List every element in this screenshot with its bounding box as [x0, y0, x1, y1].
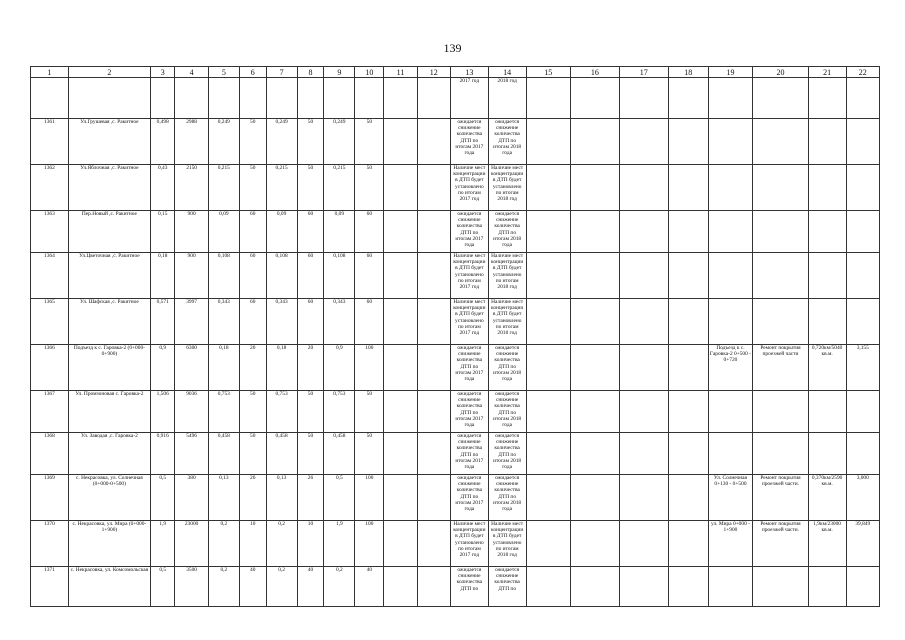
cell-col-6: 60: [239, 299, 266, 345]
cell-col-5: 0,215: [208, 165, 239, 211]
column-header-20: 20: [753, 67, 809, 78]
cell-col-6: 40: [239, 567, 266, 607]
cell-col-8: 60: [297, 299, 324, 345]
empty-cell: [570, 119, 619, 165]
table-row: [31, 475, 880, 521]
cell-col-8: 40: [297, 567, 324, 607]
cell-col-14: ожидается снижение количества ДТП по итогам 2018 года: [488, 211, 526, 253]
cell-col-6: 26: [239, 475, 266, 521]
cell-col-4: 2988: [175, 119, 208, 165]
empty-cell: [668, 521, 708, 567]
cell-col-10: 40: [355, 567, 384, 607]
empty-cell: [619, 345, 668, 391]
cell-col-6: 50: [239, 391, 266, 433]
cell-col-13: Наличие мест концентрации в ДТП будет установлено по итогам 2017 год: [450, 253, 488, 299]
cell-col-8: 26: [297, 475, 324, 521]
column-header-12: 12: [417, 67, 450, 78]
cell-col-2: Подъезд к с. Гаровка-2 (0+000-0+900): [68, 345, 150, 391]
empty-cell: [619, 165, 668, 211]
cell-col-14: Наличие мест концентрации в ДТП будет установлено по итогам 2018 год: [488, 253, 526, 299]
empty-cell: [570, 567, 619, 607]
cell-col-5: 0,13: [208, 475, 239, 521]
column-header-22: 22: [846, 67, 879, 78]
cell-col-9: 0,5: [324, 475, 355, 521]
cell-col-7: 0,753: [266, 391, 297, 433]
cell-col-22: [846, 433, 879, 475]
cell-col-5: 0,2: [208, 521, 239, 567]
subheader-2018: 2018 год: [488, 78, 526, 119]
cell-col-3: 0,498: [151, 119, 175, 165]
cell-col-1: 1369: [31, 475, 69, 521]
cell-col-8: 60: [297, 253, 324, 299]
cell-col-13: ожидается снижение количества ДТП по итогам 2017 года: [450, 211, 488, 253]
cell-col-4: 900: [175, 211, 208, 253]
empty-cell: [384, 475, 417, 521]
empty-cell: [384, 521, 417, 567]
cell-col-10: 50: [355, 165, 384, 211]
cell-col-9: 0,2: [324, 567, 355, 607]
cell-col-4: 380: [175, 475, 208, 521]
empty-cell: [526, 253, 570, 299]
cell-col-1: 1363: [31, 211, 69, 253]
cell-col-22: [846, 211, 879, 253]
cell-col-21: [808, 299, 846, 345]
cell-col-14: Наличие мест концентрации в ДТП будет установлено по итогам 2018 год: [488, 299, 526, 345]
empty-cell: [526, 475, 570, 521]
empty-cell: [417, 567, 450, 607]
cell-col-9: 0,9: [324, 345, 355, 391]
cell-col-4: 5496: [175, 433, 208, 475]
cell-col-20: Ремонт покрытия проезжей части.: [753, 475, 809, 521]
cell-col-21: [808, 433, 846, 475]
empty-cell: [384, 299, 417, 345]
cell-col-20: Ремонт покрытия проезжей части: [753, 345, 809, 391]
cell-col-9: 0,458: [324, 433, 355, 475]
cell-col-14: ожидается снижение количества ДТП по итогам 2018 года: [488, 433, 526, 475]
cell-col-6: 50: [239, 165, 266, 211]
cell-col-5: 0,2: [208, 567, 239, 607]
cell-col-19: [708, 253, 752, 299]
cell-col-13: Наличие мест концентрации в ДТП будет установлено по итогам 2017 год: [450, 165, 488, 211]
page-number: 139: [443, 41, 462, 55]
cell-col-8: 50: [297, 165, 324, 211]
empty-cell: [668, 345, 708, 391]
empty-cell: [619, 119, 668, 165]
cell-col-10: 100: [355, 345, 384, 391]
empty-cell: [570, 475, 619, 521]
cell-col-5: 0,753: [208, 391, 239, 433]
empty-cell: [570, 521, 619, 567]
empty-cell: [619, 253, 668, 299]
cell-col-13: ожидается снижение количества ДТП по итогам 2017 года: [450, 391, 488, 433]
cell-col-21: [808, 391, 846, 433]
cell-col-3: 0,5: [151, 567, 175, 607]
cell-col-2: Ул. Заводая ,с. Гаровка-2: [68, 433, 150, 475]
cell-col-14: ожидается снижение количества ДТП по итогам 2018 года: [488, 119, 526, 165]
cell-col-20: [753, 211, 809, 253]
cell-col-8: 60: [297, 211, 324, 253]
empty-cell: [417, 119, 450, 165]
empty-cell: [384, 391, 417, 433]
subheader-2017: 2017 год: [450, 78, 488, 119]
cell-col-8: 10: [297, 521, 324, 567]
cell-col-4: 900: [175, 253, 208, 299]
empty-cell: [619, 211, 668, 253]
table-row: [31, 211, 880, 253]
cell-col-22: [846, 119, 879, 165]
column-header-16: 16: [570, 67, 619, 78]
empty-cell: [619, 299, 668, 345]
empty-cell: [384, 165, 417, 211]
empty-cell: [570, 211, 619, 253]
empty-cell: [417, 433, 450, 475]
cell-col-14: ожидается снижение количества ДТП по итогам 2018 года: [488, 475, 526, 521]
cell-col-4: 23000: [175, 521, 208, 567]
cell-col-4: 2150: [175, 165, 208, 211]
cell-col-7: 0,215: [266, 165, 297, 211]
empty-cell: [384, 345, 417, 391]
table-row: [31, 433, 880, 475]
cell-col-6: 50: [239, 433, 266, 475]
cell-col-10: 50: [355, 119, 384, 165]
column-header-15: 15: [526, 67, 570, 78]
cell-col-14: Наличие мест концентрации в ДТП будет установлено по итогам 2018 год: [488, 521, 526, 567]
cell-col-19: Ул. Солнечная 0+130 - 0+500: [708, 475, 752, 521]
cell-col-10: 60: [355, 211, 384, 253]
column-header-11: 11: [384, 67, 417, 78]
cell-col-9: 0,249: [324, 119, 355, 165]
cell-col-8: 20: [297, 345, 324, 391]
cell-col-20: [753, 433, 809, 475]
cell-col-1: 1368: [31, 433, 69, 475]
empty-cell: [668, 165, 708, 211]
column-header-14: 14: [488, 67, 526, 78]
cell-col-7: 0,249: [266, 119, 297, 165]
empty-cell: [668, 567, 708, 607]
table-body: [31, 78, 880, 607]
cell-col-9: 0,753: [324, 391, 355, 433]
table-row: [31, 391, 880, 433]
cell-col-2: Ул.Грушевая ,с. Ракитное: [68, 119, 150, 165]
empty-cell: [668, 475, 708, 521]
cell-col-22: 3,155: [846, 345, 879, 391]
cell-col-2: с. Некрасовка, ул. Комсомольская: [68, 567, 150, 607]
empty-cell: [417, 521, 450, 567]
cell-col-7: 0,343: [266, 299, 297, 345]
column-header-19: 19: [708, 67, 752, 78]
cell-col-21: 1,9км/23000 кв.м.: [808, 521, 846, 567]
cell-col-19: [708, 391, 752, 433]
cell-col-3: 1,506: [151, 391, 175, 433]
cell-col-4: 9036: [175, 391, 208, 433]
cell-col-7: 0,108: [266, 253, 297, 299]
empty-cell: [619, 521, 668, 567]
empty-cell: [526, 119, 570, 165]
cell-col-6: 20: [239, 345, 266, 391]
cell-col-1: 1371: [31, 567, 69, 607]
cell-col-13: Наличие мест концентрации в ДТП будет установлено по итогам 2017 год: [450, 521, 488, 567]
cell-col-20: [753, 299, 809, 345]
cell-col-8: 50: [297, 391, 324, 433]
cell-col-2: Ул.Яблочная ,с. Ракитное: [68, 165, 150, 211]
cell-col-19: [708, 567, 752, 607]
cell-col-7: 0,2: [266, 521, 297, 567]
cell-col-2: с. Некрасовка, ул. Мира (0+000-1+900): [68, 521, 150, 567]
empty-cell: [417, 165, 450, 211]
empty-cell: [526, 299, 570, 345]
cell-col-10: 60: [355, 299, 384, 345]
cell-col-1: 1367: [31, 391, 69, 433]
cell-col-6: 60: [239, 211, 266, 253]
column-header-21: 21: [808, 67, 846, 78]
column-header-4: 4: [175, 67, 208, 78]
cell-col-20: [753, 391, 809, 433]
cell-col-6: 60: [239, 253, 266, 299]
empty-cell: [417, 345, 450, 391]
cell-col-22: 39,849: [846, 521, 879, 567]
cell-col-14: ожидается снижение количества ДТП по итогам 2018 года: [488, 391, 526, 433]
empty-cell: [526, 567, 570, 607]
column-header-18: 18: [668, 67, 708, 78]
empty-cell: [526, 433, 570, 475]
empty-cell: [570, 345, 619, 391]
cell-col-20: Ремонт покрытия проезжей части.: [753, 521, 809, 567]
cell-col-21: 0,720км/5040 кв.м.: [808, 345, 846, 391]
cell-col-20: [753, 119, 809, 165]
cell-col-10: 100: [355, 475, 384, 521]
cell-col-4: 3500: [175, 567, 208, 607]
cell-col-3: 0,18: [151, 253, 175, 299]
cell-col-10: 100: [355, 521, 384, 567]
cell-col-1: 1364: [31, 253, 69, 299]
cell-col-13: ожидается снижение количества ДТП по: [450, 567, 488, 607]
header-row: [31, 67, 880, 78]
cell-col-19: [708, 433, 752, 475]
cell-col-1: 1361: [31, 119, 69, 165]
cell-col-5: 0,09: [208, 211, 239, 253]
cell-col-5: 0,108: [208, 253, 239, 299]
cell-col-10: 60: [355, 253, 384, 299]
empty-cell: [417, 475, 450, 521]
table-row: [31, 521, 880, 567]
empty-cell: [384, 567, 417, 607]
cell-col-2: Ул. Шафская ,с. Ракитное: [68, 299, 150, 345]
cell-col-3: 0,5: [151, 475, 175, 521]
cell-col-1: 1365: [31, 299, 69, 345]
cell-col-19: ул. Мира 0+000 - 1+900: [708, 521, 752, 567]
cell-col-14: ожидается снижение количества ДТП по: [488, 567, 526, 607]
cell-col-5: 0,249: [208, 119, 239, 165]
cell-col-14: ожидается снижение количества ДТП по итогам 2018 года: [488, 345, 526, 391]
cell-col-7: 0,458: [266, 433, 297, 475]
empty-cell: [526, 211, 570, 253]
cell-col-9: 0,343: [324, 299, 355, 345]
cell-col-5: 0,18: [208, 345, 239, 391]
cell-col-21: [808, 211, 846, 253]
column-header-13: 13: [450, 67, 488, 78]
cell-col-3: 0,43: [151, 165, 175, 211]
cell-col-3: 0,15: [151, 211, 175, 253]
empty-cell: [668, 211, 708, 253]
column-header-1: 1: [31, 67, 69, 78]
cell-col-20: [753, 253, 809, 299]
empty-cell: [619, 433, 668, 475]
cell-col-22: [846, 391, 879, 433]
empty-cell: [570, 299, 619, 345]
column-header-2: 2: [68, 67, 150, 78]
empty-cell: [526, 521, 570, 567]
cell-col-14: Наличие мест концентрации в ДТП будет установлено по итогам 2018 год: [488, 165, 526, 211]
cell-col-22: [846, 253, 879, 299]
column-header-3: 3: [151, 67, 175, 78]
column-header-8: 8: [297, 67, 324, 78]
cell-col-22: [846, 299, 879, 345]
table-row: [31, 165, 880, 211]
empty-cell: [417, 391, 450, 433]
cell-col-20: [753, 567, 809, 607]
cell-col-6: 10: [239, 521, 266, 567]
column-header-6: 6: [239, 67, 266, 78]
cell-col-7: 0,18: [266, 345, 297, 391]
empty-cell: [417, 299, 450, 345]
cell-col-21: 0,370км/2590 кв.м.: [808, 475, 846, 521]
cell-col-13: ожидается снижение количества ДТП по итогам 2017 года: [450, 475, 488, 521]
cell-col-7: 0,2: [266, 567, 297, 607]
cell-col-10: 50: [355, 391, 384, 433]
cell-col-21: [808, 165, 846, 211]
empty-cell: [526, 165, 570, 211]
cell-col-19: [708, 165, 752, 211]
table-row: [31, 253, 880, 299]
empty-cell: [619, 391, 668, 433]
cell-col-22: [846, 567, 879, 607]
cell-col-2: Ул.Цветочная ,с. Ракитное: [68, 253, 150, 299]
cell-col-19: [708, 211, 752, 253]
empty-cell: [570, 165, 619, 211]
cell-col-22: [846, 165, 879, 211]
column-header-9: 9: [324, 67, 355, 78]
cell-col-3: 0,916: [151, 433, 175, 475]
empty-cell: [526, 345, 570, 391]
cell-col-2: Пер.Новый ,с. Ракитное: [68, 211, 150, 253]
cell-col-21: [808, 253, 846, 299]
table-row: [31, 299, 880, 345]
cell-col-5: 0,343: [208, 299, 239, 345]
cell-col-9: 0,215: [324, 165, 355, 211]
empty-cell: [668, 391, 708, 433]
column-header-10: 10: [355, 67, 384, 78]
cell-col-1: 1370: [31, 521, 69, 567]
empty-cell: [570, 391, 619, 433]
cell-col-19: Подъезд к с. Гаровка-2 0+500 - 0+720: [708, 345, 752, 391]
cell-col-21: [808, 119, 846, 165]
empty-cell: [384, 433, 417, 475]
cell-col-13: ожидается снижение количества ДТП по итогам 2017 года: [450, 345, 488, 391]
cell-col-7: 0,09: [266, 211, 297, 253]
empty-cell: [668, 119, 708, 165]
empty-cell: [668, 253, 708, 299]
cell-col-8: 50: [297, 433, 324, 475]
cell-col-9: 0,108: [324, 253, 355, 299]
cell-col-3: 0,571: [151, 299, 175, 345]
empty-cell: [417, 253, 450, 299]
cell-col-6: 50: [239, 119, 266, 165]
cell-col-4: 6300: [175, 345, 208, 391]
cell-col-5: 0,458: [208, 433, 239, 475]
empty-cell: [619, 475, 668, 521]
table-row: [31, 567, 880, 607]
cell-col-13: ожидается снижение количества ДТП по итогам 2017 года: [450, 119, 488, 165]
cell-col-13: Наличие мест концентрации в ДТП будет установлено по итогам 2017 год: [450, 299, 488, 345]
table-row: [31, 345, 880, 391]
cell-col-19: [708, 119, 752, 165]
empty-cell: [384, 253, 417, 299]
empty-cell: [384, 211, 417, 253]
cell-col-21: [808, 567, 846, 607]
empty-cell: [570, 253, 619, 299]
cell-col-9: 0,09: [324, 211, 355, 253]
cell-col-8: 50: [297, 119, 324, 165]
empty-cell: [570, 433, 619, 475]
data-table: [30, 66, 880, 607]
empty-cell: [668, 299, 708, 345]
table-row: [31, 119, 880, 165]
column-header-17: 17: [619, 67, 668, 78]
cell-col-9: 1,9: [324, 521, 355, 567]
column-header-5: 5: [208, 67, 239, 78]
cell-col-7: 0,13: [266, 475, 297, 521]
empty-cell: [668, 433, 708, 475]
cell-col-2: с. Некрасовка, ул. Солнечная (0+000-0+500): [68, 475, 150, 521]
column-header-7: 7: [266, 67, 297, 78]
cell-col-1: 1366: [31, 345, 69, 391]
subheader-row: [31, 78, 880, 119]
cell-col-10: 50: [355, 433, 384, 475]
cell-col-1: 1362: [31, 165, 69, 211]
cell-col-3: 0,9: [151, 345, 175, 391]
cell-col-22: 3,000: [846, 475, 879, 521]
empty-cell: [384, 119, 417, 165]
cell-col-19: [708, 299, 752, 345]
cell-col-20: [753, 165, 809, 211]
cell-col-13: ожидается снижение количества ДТП по итогам 2017 года: [450, 433, 488, 475]
empty-cell: [417, 211, 450, 253]
cell-col-2: Ул. Промзоновая с. Гаровка-2: [68, 391, 150, 433]
cell-col-4: 3997: [175, 299, 208, 345]
empty-cell: [619, 567, 668, 607]
cell-col-3: 1,9: [151, 521, 175, 567]
empty-cell: [526, 391, 570, 433]
